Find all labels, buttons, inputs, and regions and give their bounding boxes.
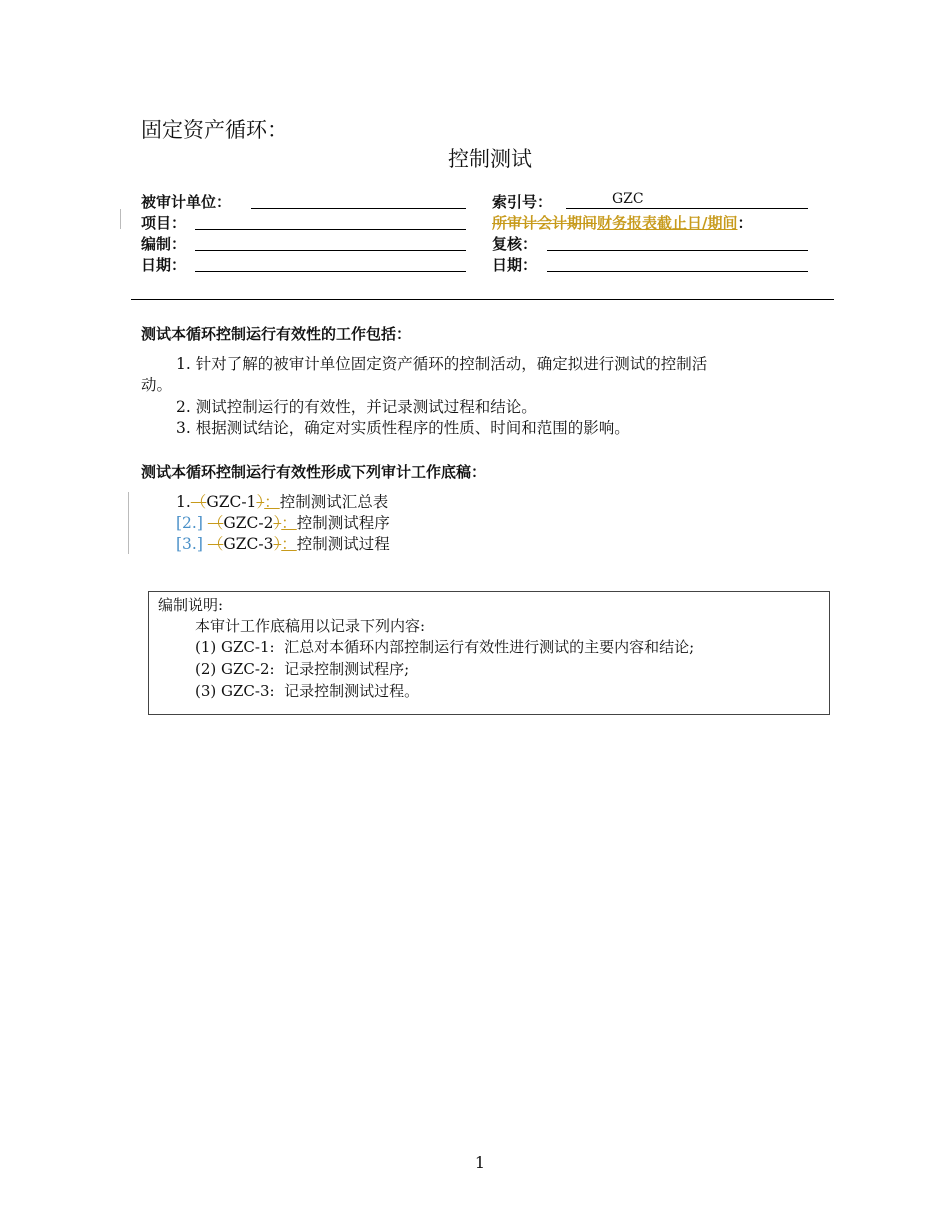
list-item: 1. 针对了解的被审计单位固定资产循环的控制活动，确定拟进行测试的控制活 <box>176 355 708 373</box>
date-label-right: 日期： <box>492 256 538 274</box>
notes-intro: 本审计工作底稿用以记录下列内容: <box>195 617 426 635</box>
list-item: 3. 根据测试结论，确定对实质性程序的性质、时间和范围的影响。 <box>176 419 630 437</box>
change-bar <box>120 209 121 229</box>
workpaper-item[interactable]: 1.（GZC-1）：控制测试汇总表 <box>176 493 389 511</box>
prepared-label: 编制： <box>141 235 187 253</box>
workpaper-item[interactable]: [2.] （GZC-2）：控制测试程序 <box>176 514 390 532</box>
project-label: 项目： <box>141 214 187 232</box>
notes-box <box>148 591 830 715</box>
auditee-field[interactable] <box>251 208 466 209</box>
notes-title: 编制说明: <box>158 596 224 614</box>
date-field-right[interactable] <box>547 271 808 272</box>
period-label: 所审计会计期间财务报表截止日/期间： <box>492 214 753 232</box>
project-field[interactable] <box>195 229 466 230</box>
date-field-left[interactable] <box>195 271 466 272</box>
page-number: 1 <box>474 1153 486 1172</box>
reviewed-field[interactable] <box>547 250 808 251</box>
section-title: 固定资产循环： <box>141 118 288 142</box>
reviewed-label: 复核： <box>492 235 538 253</box>
section-heading: 测试本循环控制运行有效性形成下列审计工作底稿： <box>141 463 487 481</box>
change-bar <box>128 492 129 554</box>
workpaper-item[interactable]: [3.] （GZC-3）：控制测试过程 <box>176 535 390 553</box>
list-item-continued: 动。 <box>141 376 173 394</box>
period-label-inserted: 财务报表截止日/期间 <box>597 214 738 232</box>
index-value: GZC <box>612 191 644 207</box>
prepared-field[interactable] <box>195 250 466 251</box>
notes-line: (2) GZC-2: 记录控制测试程序; <box>195 660 410 678</box>
date-label-left: 日期： <box>141 256 187 274</box>
divider <box>131 299 834 300</box>
period-label-deleted: 所审计会计期间 <box>492 214 598 232</box>
notes-line: (1) GZC-1: 汇总对本循环内部控制运行有效性进行测试的主要内容和结论; <box>195 638 695 656</box>
index-field[interactable] <box>566 208 808 209</box>
notes-line: (3) GZC-3: 记录控制测试过程。 <box>195 682 420 700</box>
auditee-label: 被审计单位： <box>141 193 232 211</box>
page-title: 控制测试 <box>448 147 532 171</box>
list-item: 2. 测试控制运行的有效性，并记录测试过程和结论。 <box>176 398 537 416</box>
section-heading: 测试本循环控制运行有效性的工作包括： <box>141 325 412 343</box>
index-label: 索引号： <box>492 193 553 211</box>
